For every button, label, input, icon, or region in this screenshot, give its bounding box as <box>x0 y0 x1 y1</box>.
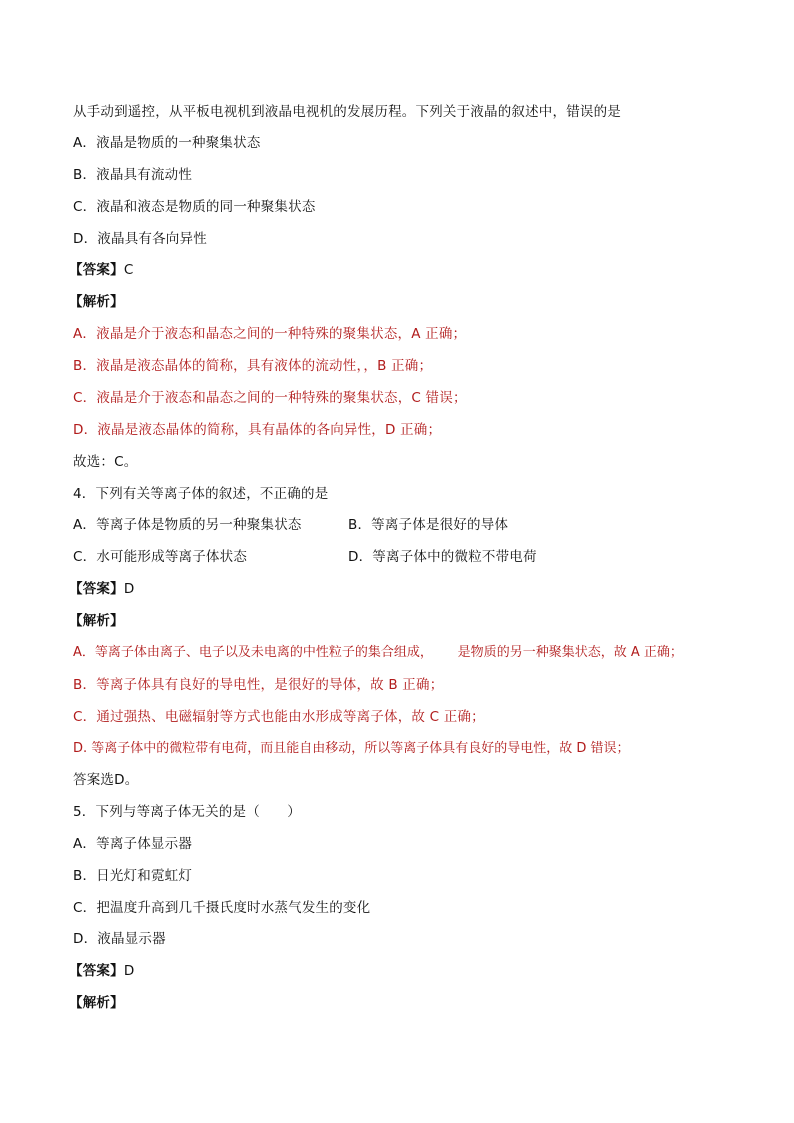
q4-analysis-c: C．通过强热、电磁辐射等方式也能由水形成等离子体，故 C 正确； <box>73 709 485 725</box>
q5-answer-value: D <box>123 963 135 979</box>
q5-option-b: B．日光灯和霓虹灯 <box>73 868 193 884</box>
answer-tag: 【答案】 <box>69 262 124 278</box>
q4-options-row-2 <box>73 548 247 566</box>
q4-options-row-1 <box>73 516 302 534</box>
q3-analysis-b: B．液晶是液态晶体的简称，具有液体的流动性，，B 正确； <box>73 358 433 374</box>
q4-answer-value: D <box>123 581 135 597</box>
q4-analysis-a: A．等离子体由离子、电子以及未电离的中性粒子的集合组成， 是物质的另一种聚集状态，故 A 正确； <box>73 645 683 660</box>
q5-analysis-line <box>69 994 124 1012</box>
q4-option-b: B．等离子体是很好的导体 <box>348 517 509 533</box>
answer-tag: 【答案】 <box>69 581 124 597</box>
q4-analysis-b: B．等离子体具有良好的导电性，是很好的导体，故 B 正确； <box>73 677 444 693</box>
q3-analysis-a: A．液晶是介于液态和晶态之间的一种特殊的聚集状态，A 正确； <box>73 326 467 342</box>
q4-option-d: D．等离子体中的微粒不带电荷 <box>348 549 537 565</box>
q4-analysis-line <box>69 612 124 630</box>
analysis-tag: 【解析】 <box>69 613 124 629</box>
q5-stem: 5．下列与等离子体无关的是（ ） <box>73 804 301 820</box>
q5-option-d: D．液晶显示器 <box>73 931 166 947</box>
q5-option-c: C．把温度升高到几千摄氏度时水蒸气发生的变化 <box>73 900 371 916</box>
q4-stem: 4．下列有关等离子体的叙述，不正确的是 <box>73 486 329 502</box>
q3-option-c: C．液晶和液态是物质的同一种聚集状态 <box>73 199 316 215</box>
q3-analysis-c: C．液晶是介于液态和晶态之间的一种特殊的聚集状态，C 错误； <box>73 390 467 406</box>
q3-conclusion: 故选：C。 <box>73 454 138 470</box>
answer-tag: 【答案】 <box>69 963 124 979</box>
analysis-tag: 【解析】 <box>69 995 124 1011</box>
q3-answer-value: C <box>123 262 134 278</box>
q3-option-a: A．液晶是物质的一种聚集状态 <box>73 135 261 151</box>
q3-answer-line <box>69 261 134 279</box>
q5-answer-line <box>69 962 135 980</box>
q4-conclusion: 答案选D。 <box>73 772 139 788</box>
q4-analysis-d: D. 等离子体中的微粒带有电荷，而且能自由移动，所以等离子体具有良好的导电性，故 D 错误； <box>73 741 630 756</box>
q3-analysis-line <box>69 293 124 311</box>
q3-stem: 从手动到遥控，从平板电视机到液晶电视机的发展历程。下列关于液晶的叙述中，错误的是 <box>73 104 621 120</box>
q4-option-a: A．等离子体是物质的另一种聚集状态 <box>73 517 302 533</box>
q5-option-a: A．等离子体显示器 <box>73 836 193 852</box>
analysis-tag: 【解析】 <box>69 294 124 310</box>
q4-answer-line <box>69 580 135 598</box>
q3-analysis-d: D．液晶是液态晶体的简称，具有晶体的各向异性，D 正确； <box>73 422 442 438</box>
q3-option-b: B．液晶具有流动性 <box>73 167 193 183</box>
q4-option-c: C．水可能形成等离子体状态 <box>73 549 248 565</box>
q3-option-d: D．液晶具有各向异性 <box>73 231 207 247</box>
